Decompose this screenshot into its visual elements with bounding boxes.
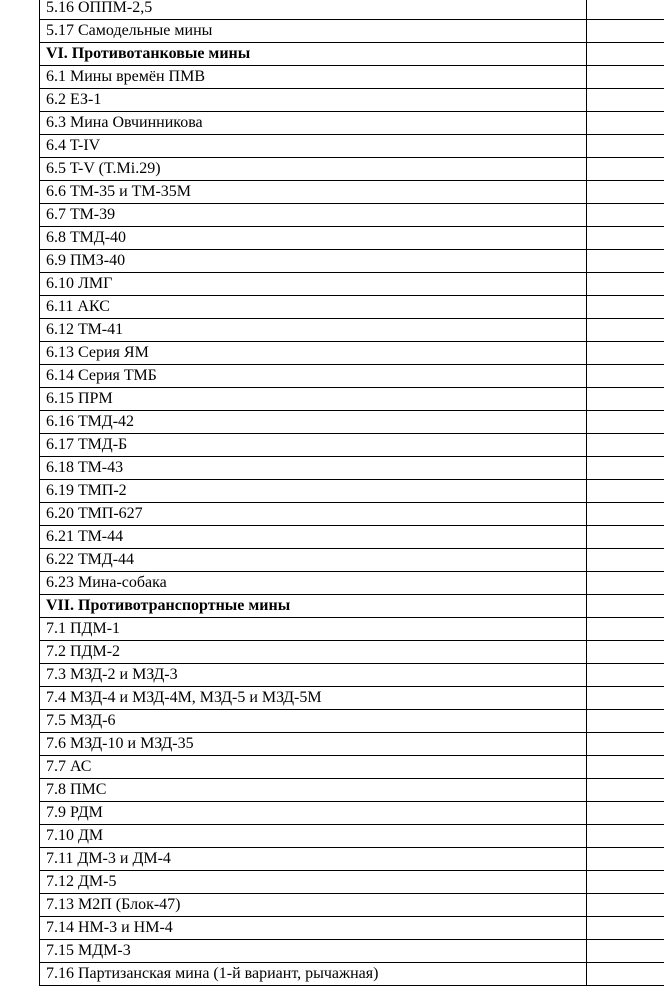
page-number-cell [587,43,664,66]
page-number-cell [587,250,664,273]
page-number-cell [587,503,664,526]
entry-title: 6.16 ТМД-42 [40,411,587,434]
entry-title: 7.15 МДМ-3 [40,940,587,963]
page-number-cell [587,848,664,871]
table-row [40,733,664,756]
page-number-cell [587,434,664,457]
section-title: VII. Противотранспортные мины [40,595,587,618]
entry-title: 7.4 МЗД-4 и МЗД-4М, МЗД-5 и МЗД-5М [40,687,587,710]
table-row [40,825,664,848]
page-number-cell [587,894,664,917]
entry-title: 6.2 ЕЗ-1 [40,89,587,112]
entry-title: 7.2 ПДМ-2 [40,641,587,664]
entry-title: 6.1 Мины времён ПМВ [40,66,587,89]
page-number-cell [587,940,664,963]
page-number-cell [587,733,664,756]
table-row [40,572,664,595]
page-number-cell [587,388,664,411]
table-row [40,526,664,549]
page-number-cell [587,457,664,480]
table-row [40,940,664,963]
table-row [40,710,664,733]
table-row [40,319,664,342]
entry-title: 6.6 ТМ-35 и ТМ-35М [40,181,587,204]
table-row [40,848,664,871]
entry-title: 7.1 ПДМ-1 [40,618,587,641]
entry-title: 7.3 МЗД-2 и МЗД-3 [40,664,587,687]
entry-title: 6.5 T-V (T.Mi.29) [40,158,587,181]
table-row [40,181,664,204]
entry-title: 5.17 Самодельные мины [40,20,587,43]
table-row [40,89,664,112]
page-number-cell [587,917,664,940]
entry-title: 6.3 Мина Овчинникова [40,112,587,135]
table-row [40,641,664,664]
entry-title: 6.19 ТМП-2 [40,480,587,503]
page-number-cell [587,66,664,89]
entry-title: 7.10 ДМ [40,825,587,848]
entry-title: 7.6 МЗД-10 и МЗД-35 [40,733,587,756]
table-row [40,480,664,503]
table-row [40,503,664,526]
table-row [40,411,664,434]
page-number-cell [587,825,664,848]
page-number-cell [587,112,664,135]
entry-title: 6.22 ТМД-44 [40,549,587,572]
table-row [40,664,664,687]
entry-title: 7.8 ПМС [40,779,587,802]
table-row [40,549,664,572]
page-number-cell [587,664,664,687]
page-number-cell [587,411,664,434]
table-row [40,204,664,227]
page-number-cell [587,135,664,158]
page-number-cell [587,158,664,181]
page-number-cell [587,526,664,549]
page-number-cell [587,20,664,43]
table-of-contents [39,0,664,986]
entry-title: 6.23 Мина-собака [40,572,587,595]
table-row [40,66,664,89]
table-row [40,365,664,388]
entry-title: 6.9 ПМЗ-40 [40,250,587,273]
table-row [40,227,664,250]
page-number-cell [587,319,664,342]
page-number-cell [587,963,664,986]
page-number-cell [587,204,664,227]
section-heading-row [40,43,664,66]
page-number-cell [587,480,664,503]
entry-title: 6.21 ТМ-44 [40,526,587,549]
table-row [40,20,664,43]
toc-body [40,0,664,986]
page-number-cell [587,89,664,112]
entry-title: 7.5 МЗД-6 [40,710,587,733]
table-row [40,158,664,181]
page-number-cell [587,641,664,664]
page-number-cell [587,572,664,595]
page-number-cell [587,0,664,20]
entry-title: 6.18 ТМ-43 [40,457,587,480]
table-row [40,342,664,365]
section-title: VI. Противотанковые мины [40,43,587,66]
entry-title: 6.15 ПРМ [40,388,587,411]
entry-title: 7.12 ДМ-5 [40,871,587,894]
page-number-cell [587,687,664,710]
table-row [40,388,664,411]
page-number-cell [587,802,664,825]
entry-title: 7.13 М2П (Блок-47) [40,894,587,917]
table-row [40,296,664,319]
table-row [40,0,664,20]
table-row [40,457,664,480]
entry-title: 6.13 Серия ЯМ [40,342,587,365]
entry-title: 7.16 Партизанская мина (1-й вариант, рычажная) [40,963,587,986]
entry-title: 6.10 ЛМГ [40,273,587,296]
table-row [40,802,664,825]
entry-title: 5.16 ОППМ-2,5 [40,0,587,20]
table-row [40,112,664,135]
entry-title: 6.14 Серия ТМБ [40,365,587,388]
entry-title: 6.11 АКС [40,296,587,319]
table-row [40,135,664,158]
entry-title: 7.11 ДМ-3 и ДМ-4 [40,848,587,871]
entry-title: 7.14 НМ-3 и НМ-4 [40,917,587,940]
page-number-cell [587,181,664,204]
entry-title: 6.7 ТМ-39 [40,204,587,227]
table-row [40,917,664,940]
table-row [40,779,664,802]
page-number-cell [587,871,664,894]
table-row [40,756,664,779]
page-number-cell [587,779,664,802]
table-row [40,618,664,641]
entry-title: 7.9 РДМ [40,802,587,825]
page-number-cell [587,273,664,296]
entry-title: 6.20 ТМП-627 [40,503,587,526]
table-row [40,871,664,894]
entry-title: 6.8 ТМД-40 [40,227,587,250]
entry-title: 7.7 АС [40,756,587,779]
table-row [40,963,664,986]
page-number-cell [587,756,664,779]
table-row [40,894,664,917]
entry-title: 6.12 ТМ-41 [40,319,587,342]
page-number-cell [587,227,664,250]
page-number-cell [587,710,664,733]
entry-title: 6.4 T-IV [40,135,587,158]
page-number-cell [587,618,664,641]
page-number-cell [587,595,664,618]
entry-title: 6.17 ТМД-Б [40,434,587,457]
table-row [40,687,664,710]
page-number-cell [587,342,664,365]
page-number-cell [587,365,664,388]
page-number-cell [587,549,664,572]
page-number-cell [587,296,664,319]
table-row [40,273,664,296]
table-row [40,434,664,457]
table-row [40,250,664,273]
section-heading-row [40,595,664,618]
